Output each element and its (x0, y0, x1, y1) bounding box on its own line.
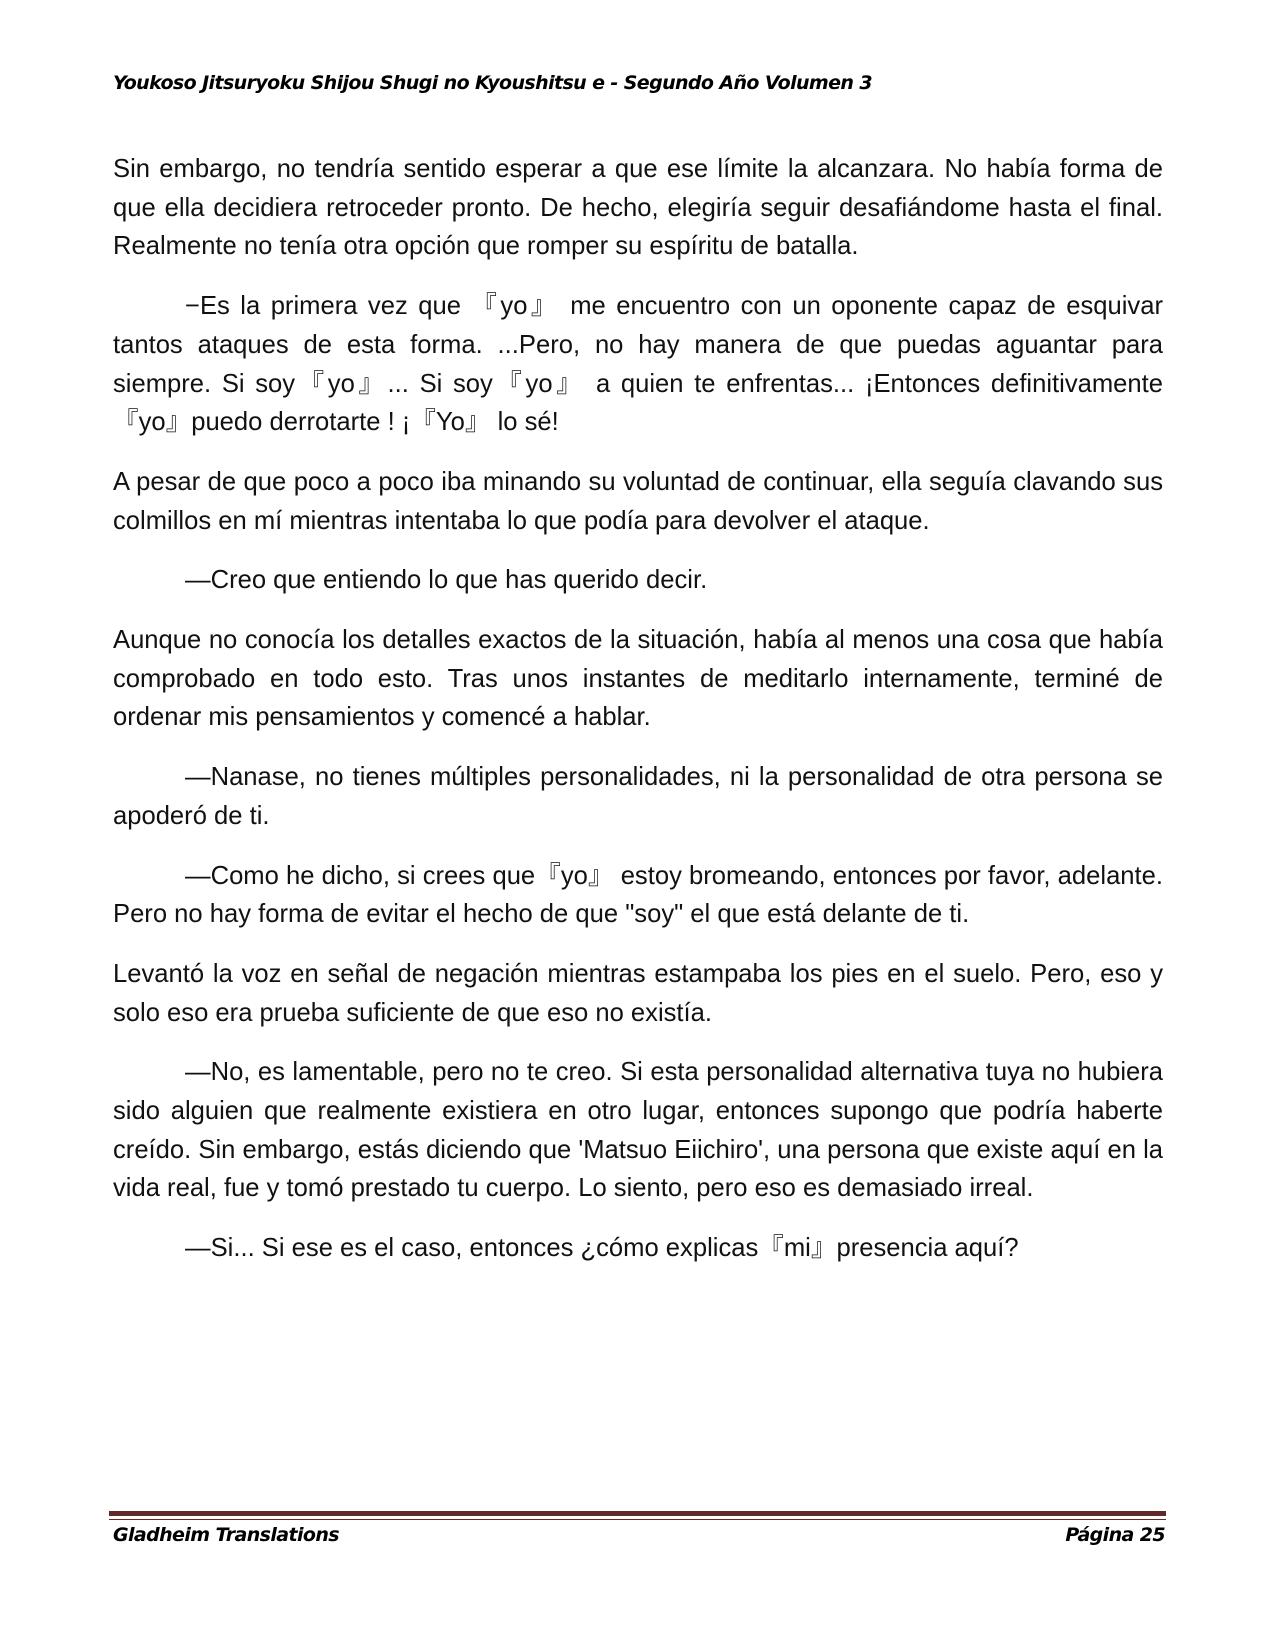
footer-rule-thin (109, 1519, 1166, 1520)
footer-rule-thick (109, 1511, 1166, 1516)
dialogue-paragraph: —Creo que entiendo lo que has querido decir. (185, 566, 708, 595)
paragraph: Aunque no conocía los detalles exactos de la situación, había al menos una cosa que había comprobado en todo esto. Tras unos instantes de meditarlo internamente, terminé de ordenar mis pensamientos y comencé a hablar. (113, 626, 1163, 732)
dialogue-paragraph: −Es la primera vez que 『yo』 me encuentro con un oponente capaz de esquivar tantos ataques de esta forma. ...Pero, no hay manera de que puedas aguantar para siempre. Si soy『yo』... Si soy『yo』 a quien te enfrentas... ¡Entonces definitivamente『yo』puedo derrotarte ! ¡『Yo』 lo sé! (113, 292, 1163, 437)
paragraph: Sin embargo, no tendría sentido esperar a que ese límite la alcanzara. No había forma de que ella decidiera retroceder pronto. De hecho, elegiría seguir desafiándome hasta el final. Realmente no tenía otra opción que romper su espíritu de batalla. (113, 155, 1163, 261)
dialogue-paragraph: —Si... Si ese es el caso, entonces ¿cómo explicas『mi』presencia aquí? (185, 1234, 1019, 1263)
page-number: Página 25 (1065, 1524, 1165, 1546)
paragraph: A pesar de que poco a poco iba minando su voluntad de continuar, ella seguía clavando sus colmillos en mí mientras intentaba lo que podía para devolver el ataque. (113, 467, 1163, 535)
dialogue-paragraph: —No, es lamentable, pero no te creo. Si esta personalidad alternativa tuya no hubiera sido alguien que realmente existiera en otro lugar, entonces supongo que podría haberte creído. Sin embargo, estás diciendo que 'Matsuo Eiichiro', una persona que existe aquí en la vida real, fue y tomó prestado tu cuerpo. Lo siento, pero eso es demasiado irreal. (113, 1058, 1163, 1203)
page-body (113, 150, 1163, 1289)
footer-credit: Gladheim Translations (113, 1524, 339, 1546)
running-header: Youkoso Jitsuryoku Shijou Shugi no Kyoushitsu e - Segundo Año Volumen 3 (113, 72, 872, 94)
dialogue-paragraph: —Nanase, no tienes múltiples personalidades, ni la personalidad de otra persona se apoderó de ti. (113, 763, 1163, 830)
paragraph: Levantó la voz en señal de negación mientras estampaba los pies en el suelo. Pero, eso y solo eso era prueba suficiente de que eso no existía. (113, 959, 1163, 1027)
dialogue-paragraph: —Como he dicho, si crees que『yo』 estoy bromeando, entonces por favor, adelante. Pero no hay forma de evitar el hecho de que "soy" el que está delante de ti. (113, 861, 1163, 929)
